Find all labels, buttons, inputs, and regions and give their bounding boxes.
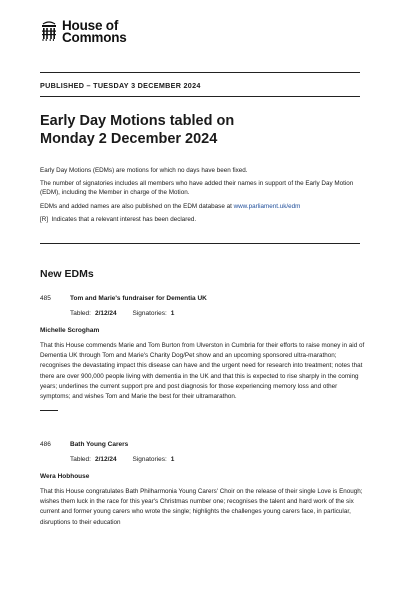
logo-line2: Commons [62, 30, 127, 45]
section-rule [40, 243, 360, 244]
page-title [40, 112, 360, 148]
tabled-label: Tabled: [70, 310, 91, 317]
intro-notes [40, 166, 365, 228]
top-rule [40, 72, 360, 73]
signatories-label: Signatories: [132, 456, 167, 463]
title-line1: Early Day Motions tabled on [40, 113, 235, 129]
edm-meta [70, 310, 365, 317]
published-date: PUBLISHED – TUESDAY 3 DECEMBER 2024 [40, 81, 201, 90]
house-of-commons-logo [40, 20, 127, 44]
edm-entry [40, 295, 365, 411]
portcullis-icon [40, 20, 58, 42]
edm-title: Tom and Marie's fundraiser for Dementia UK [70, 295, 207, 302]
edm-number: 485 [40, 295, 51, 302]
edm-text: That this House congratulates Bath Philharmonia Young Carers' Choir on the release of their single Love is Enough; wishes them luck in the race for this year's Christmas number one; recognises the talent and hard work of the six current and former young carers who wrote the single; highlights the challenges young carers face, in particular, disruptions to their education [40, 488, 363, 526]
intro-paragraph: Early Day Motions (EDMs) are motions for which no days have been fixed. [40, 167, 248, 174]
edm-number: 486 [40, 441, 51, 448]
signatories-count: 1 [170, 456, 175, 463]
edm-meta [70, 456, 365, 463]
edm-member: Wera Hobhouse [40, 473, 90, 480]
tabled-label: Tabled: [70, 456, 91, 463]
edm-title: Bath Young Carers [70, 441, 129, 448]
published-rule [40, 96, 360, 97]
interest-marker-text: Indicates that a relevant interest has been declared. [51, 215, 197, 223]
logo-line1: House of [62, 18, 119, 33]
edm-database-text: EDMs and added names are also published on the EDM database at [40, 202, 234, 210]
tabled-date: 2/12/24 [94, 310, 117, 317]
signatories-label: Signatories: [132, 310, 167, 317]
edm-text: That this House commends Marie and Tom Burton from Ulverston in Cumbria for their efforts to raise money in aid of Dementia UK through Tom and Marie's Charity Dog/Pet show and an upcoming sponsored ultra-marathon; recognises the devastating impact this disease can have and the urgent need for research into treatment; notes that there are over 900,000 people living with dementia in the UK and that this is expected to rise sharply in the coming years; underlines the current support pre and post diagnosis for those experiencing memory loss and other symptoms; and wishes Tom and Marie the best for their ultramarathon. [40, 342, 365, 401]
edm-member: Michelle Scrogham [40, 327, 100, 334]
intro-paragraph [40, 215, 365, 224]
intro-paragraph: The number of signatories includes all members who have added their names in support of the Early Day Motion (EDM), including the Member in charge of the Motion. [40, 180, 354, 197]
edm-divider [40, 410, 58, 411]
tabled-date: 2/12/24 [94, 456, 117, 463]
intro-paragraph [40, 202, 365, 211]
signatories-count: 1 [170, 310, 175, 317]
edm-entry [40, 441, 365, 528]
title-line2: Monday 2 December 2024 [40, 131, 218, 147]
interest-marker: [R] [40, 215, 49, 223]
edm-database-link[interactable]: www.parliament.uk/edm [233, 202, 301, 210]
section-title: New EDMs [40, 268, 94, 280]
